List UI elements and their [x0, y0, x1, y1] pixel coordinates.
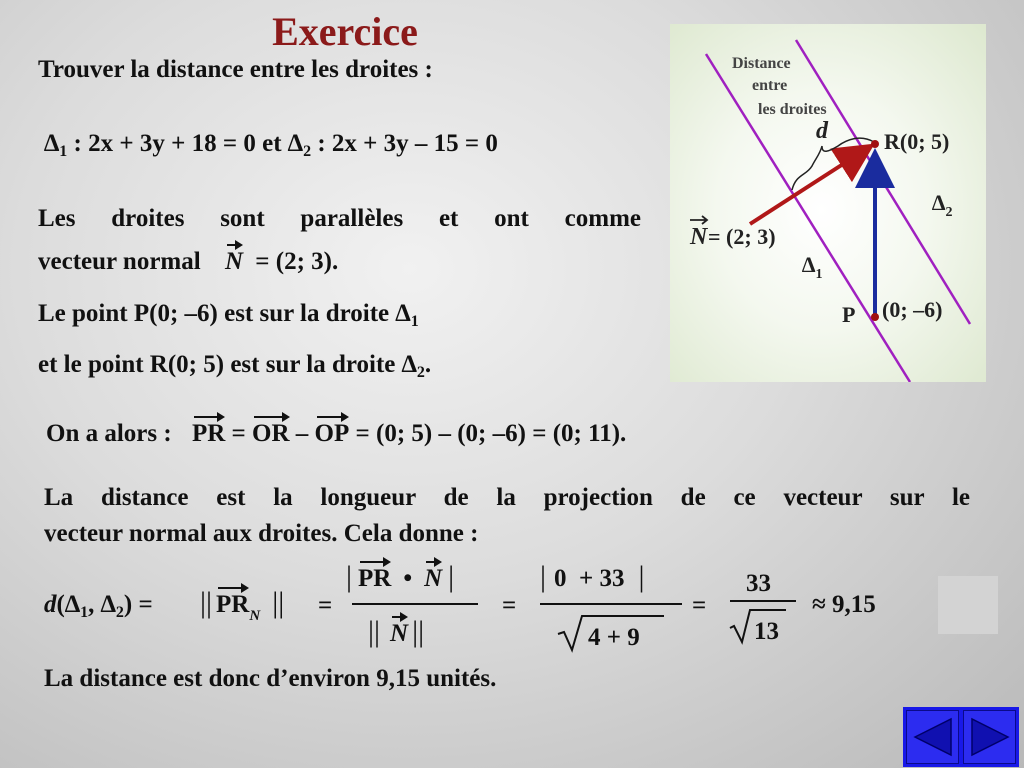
point-r-dot	[871, 140, 879, 148]
p-coords: (0; –6)	[882, 297, 943, 322]
lhs-sub2: 2	[115, 604, 124, 621]
delta1-sub: 1	[59, 143, 68, 160]
frac2-denominator: 4 + 9	[588, 624, 640, 651]
frac1-n: N	[424, 565, 443, 592]
previous-button[interactable]	[906, 710, 959, 764]
line-equations	[44, 130, 498, 161]
frac3-denominator: 13	[754, 618, 779, 645]
distance-d: d	[44, 591, 57, 618]
abs-bar-left: |	[346, 560, 353, 593]
projection-pr: PR	[216, 591, 250, 618]
prev-arrow-icon	[907, 711, 958, 763]
norm-open: ||	[200, 586, 213, 619]
approx-result: ≈ 9,15	[812, 591, 876, 618]
frac3-bar	[730, 600, 796, 602]
caption-entre: entre	[752, 77, 788, 94]
vector-op: OP	[314, 420, 350, 447]
frac2-bar	[540, 603, 682, 605]
conclusion-text: La distance est donc d’environ 9,15 unités.	[44, 665, 497, 692]
r-label: R(0; 5)	[884, 129, 950, 154]
abs-bar-right-2: |	[638, 560, 645, 593]
point-r-end: .	[424, 351, 432, 378]
abs-bar-right: |	[448, 560, 455, 593]
caption-les-droites: les droites	[758, 101, 827, 118]
delta2-sub: 2	[303, 143, 312, 160]
lhs-open: (∆	[56, 591, 81, 618]
normal-vector-statement	[38, 248, 338, 276]
lhs-comma: , ∆	[88, 591, 116, 618]
frac2-num: 0 + 33	[554, 565, 625, 592]
lhs-close: ) =	[123, 591, 153, 618]
next-button[interactable]	[963, 710, 1016, 764]
point-p-sub: 1	[410, 313, 419, 330]
projection-norm	[200, 586, 284, 625]
normal-vector-label: vecteur normal	[38, 248, 201, 275]
intro-text: Trouver la distance entre les droites :	[38, 56, 433, 83]
delta2-equation: : 2x + 3y – 15 = 0	[311, 130, 498, 157]
distance-figure	[670, 24, 986, 382]
equals-3: =	[692, 592, 707, 619]
minus-sign: –	[289, 420, 315, 447]
point-r-text: et le point R(0; 5) est sur la droite ∆	[38, 351, 417, 378]
den-norm-right: ||	[412, 615, 425, 648]
point-p-statement	[38, 300, 419, 331]
distance-lhs	[44, 591, 153, 622]
blank-button[interactable]	[938, 576, 998, 634]
projection-text-line2: vecteur normal aux droites. Cela donne :	[44, 520, 479, 547]
caption-distance: Distance	[732, 55, 791, 72]
delta2-symbol: ∆	[287, 130, 304, 157]
on-a-alors-label: On a alors :	[46, 420, 172, 447]
p-label: P	[842, 302, 856, 327]
slide-title: Exercice	[272, 9, 418, 54]
projection-sub-n: N	[249, 608, 261, 624]
delta1-label: $\Delta_1$	[802, 252, 823, 282]
vector-n: N	[224, 248, 243, 275]
norm-close: ||	[272, 586, 285, 619]
n-arrow-icon	[690, 216, 707, 224]
frac1-den-n: N	[390, 620, 409, 647]
frac1-pr: PR	[358, 565, 392, 592]
vector-pr-computation	[46, 420, 626, 448]
frac1-bar	[352, 603, 478, 605]
lhs-sub1: 1	[80, 604, 89, 621]
abs-bar-left-2: |	[540, 560, 547, 593]
n-value: = (2; 3)	[708, 224, 776, 249]
n-label: N	[690, 224, 708, 250]
frac2-numerator	[540, 560, 645, 594]
equals-1: =	[318, 592, 333, 619]
parallel-statement: Les droites sont parallèles et ont comme	[38, 205, 641, 232]
dot-product: •	[403, 565, 413, 592]
equals-2: =	[502, 592, 517, 619]
frac1-denominator	[368, 615, 424, 649]
equals-sign: =	[225, 420, 253, 447]
delta1-equation: : 2x + 3y + 18 = 0 et	[67, 130, 288, 157]
frac3-numerator: 33	[746, 570, 771, 597]
frac1-numerator	[346, 560, 454, 594]
figure-svg	[670, 24, 986, 382]
projection-text-line1: La distance est la longueur de la projection de ce vecteur sur le	[44, 484, 970, 511]
normal-vector-arrow	[750, 148, 868, 224]
delta2-label: $\Delta_2$	[932, 190, 953, 220]
point-p-text: Le point P(0; –6) est sur la droite ∆	[38, 300, 411, 327]
vector-pr: PR	[191, 420, 226, 447]
d-label: d	[816, 118, 828, 144]
den-norm-left: ||	[368, 615, 381, 648]
point-p-dot	[871, 313, 879, 321]
vector-pr-result: = (0; 5) – (0; –6) = (0; 11).	[349, 420, 627, 447]
point-r-statement	[38, 351, 431, 382]
point-r-sub: 2	[416, 364, 425, 381]
next-arrow-icon	[964, 711, 1015, 763]
vector-or: OR	[252, 420, 290, 447]
navigation-bar	[903, 707, 1019, 767]
delta1-symbol: ∆	[44, 130, 60, 157]
normal-vector-value: = (2; 3).	[255, 248, 339, 275]
